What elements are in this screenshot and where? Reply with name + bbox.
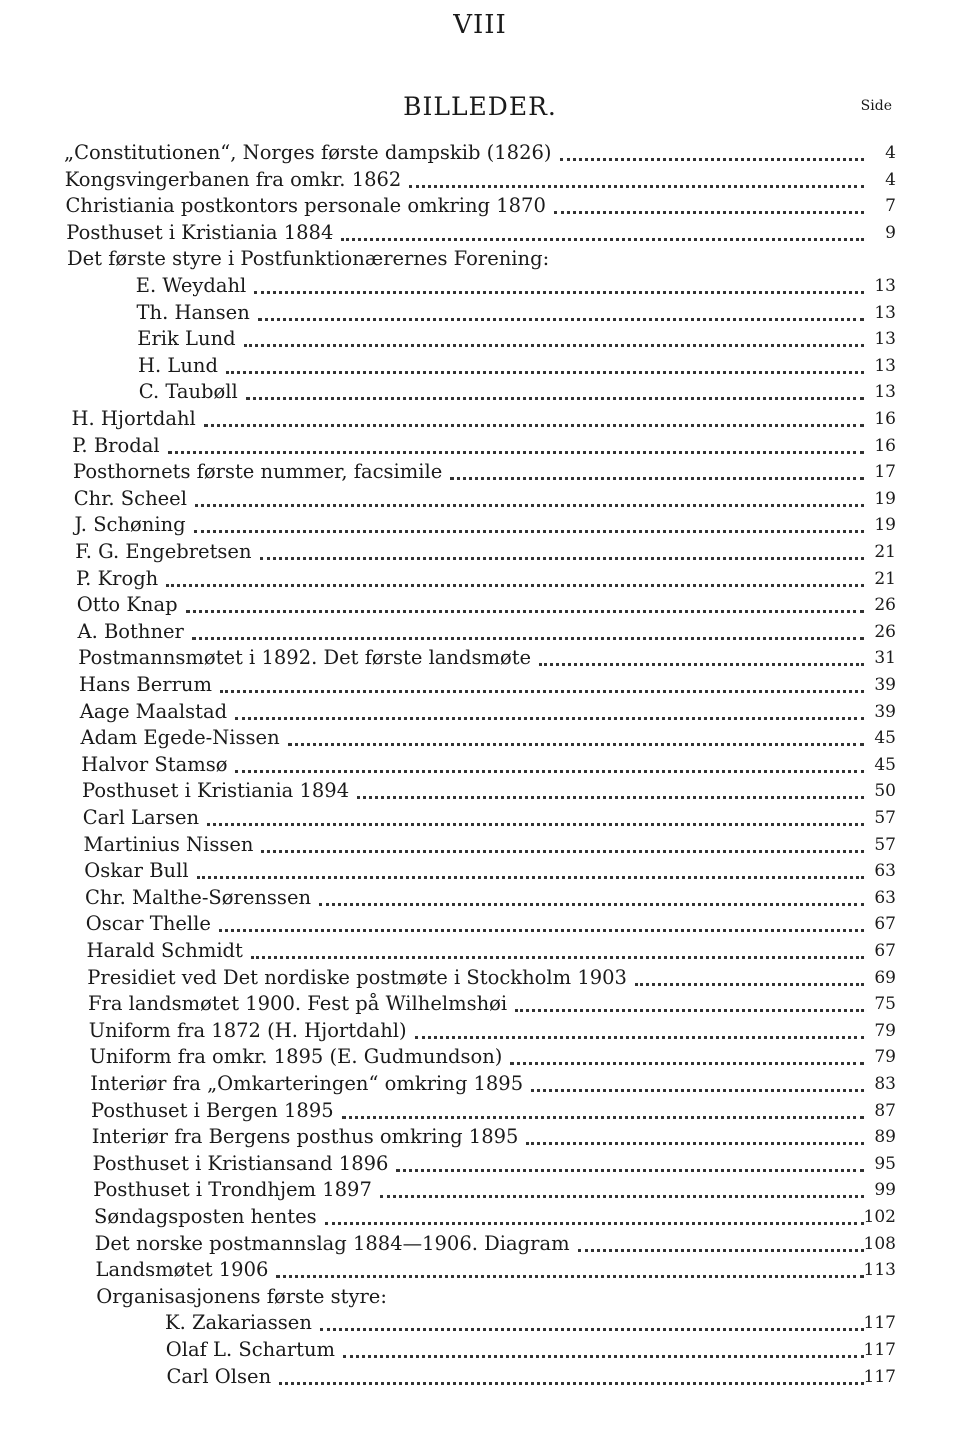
- leader-dots: [319, 889, 864, 906]
- leader-dots: [342, 1102, 864, 1119]
- toc-entry: [0, 832, 960, 858]
- toc-entry-label: Søndagsposten hentes: [94, 1205, 317, 1228]
- leader-dots: [197, 862, 864, 879]
- toc-entry-label: Otto Knap: [76, 593, 178, 617]
- toc-entry-page: 19: [874, 515, 896, 536]
- leader-dots: [219, 915, 864, 932]
- toc-entry-label: H. Lund: [138, 353, 218, 377]
- page-column-header: Side: [860, 98, 892, 114]
- toc-entry-label: A. Bothner: [77, 619, 184, 643]
- toc-entry-page: 63: [874, 861, 896, 882]
- toc-entry-page: 79: [874, 1020, 896, 1041]
- toc-entry: [0, 1284, 960, 1310]
- leader-dots: [578, 1235, 864, 1252]
- toc-entry: [0, 1231, 960, 1257]
- toc-entry-label: P. Brodal: [72, 433, 160, 457]
- toc-entry: [0, 619, 960, 645]
- toc-entry: [0, 778, 960, 804]
- toc-entry: [0, 379, 960, 405]
- leader-dots: [261, 836, 864, 853]
- toc-entry-page: 4: [885, 143, 896, 163]
- toc-entry: [0, 566, 960, 592]
- page-number: VIII: [453, 10, 507, 40]
- toc-entry: [0, 1257, 960, 1283]
- toc-entry-page: 16: [874, 409, 896, 429]
- leader-dots: [320, 1314, 864, 1331]
- toc-entry-page: 39: [874, 675, 896, 695]
- toc-entry-label: Th. Hansen: [136, 300, 250, 324]
- toc-entry: [0, 1071, 960, 1097]
- leader-dots: [254, 277, 864, 294]
- toc-entry-page: 83: [874, 1074, 896, 1094]
- toc-entry-page: 57: [874, 834, 896, 855]
- leader-dots: [235, 756, 864, 773]
- leader-dots: [166, 570, 864, 587]
- toc-entry: [0, 1098, 960, 1124]
- toc-entry-page: 89: [874, 1127, 896, 1148]
- leader-dots: [244, 330, 864, 347]
- toc-entry-label: Hans Berrum: [79, 673, 212, 696]
- toc-entry: [0, 326, 960, 352]
- toc-entry: [0, 1204, 960, 1230]
- leader-dots: [343, 1341, 864, 1358]
- toc-entry: [0, 1151, 960, 1177]
- leader-dots: [194, 516, 864, 533]
- leader-dots: [251, 942, 864, 959]
- toc-entry: [0, 406, 960, 432]
- leader-dots: [276, 1261, 864, 1278]
- toc-entry-page: 39: [874, 701, 896, 722]
- toc-entry-page: 102: [863, 1207, 896, 1227]
- toc-entry-page: 45: [874, 728, 896, 749]
- toc-entry-page: 113: [863, 1260, 896, 1281]
- toc-entry-page: 75: [874, 994, 896, 1015]
- toc-entry-label: Interiør fra Bergens posthus omkring 1895: [91, 1125, 519, 1149]
- toc-entry-page: 95: [874, 1153, 896, 1174]
- toc-entry-label: Aage Maalstad: [79, 699, 228, 723]
- toc-entry-label: Martinius Nissen: [83, 832, 254, 856]
- toc-entry-page: 31: [874, 648, 896, 669]
- leader-dots: [560, 144, 864, 161]
- toc-entry: [0, 725, 960, 751]
- leader-dots: [380, 1181, 864, 1198]
- toc-entry: [0, 167, 960, 193]
- leader-dots: [515, 995, 864, 1012]
- toc-entry-label: Det norske postmannslag 1884—1906. Diagram: [94, 1231, 570, 1255]
- leader-dots: [510, 1048, 864, 1065]
- toc-entry-page: 19: [874, 488, 896, 509]
- toc-entry: [0, 938, 960, 964]
- toc-entry-label: Christiania postkontors personale omkring 1870: [65, 194, 546, 218]
- leader-dots: [192, 623, 864, 640]
- leader-dots: [409, 171, 864, 188]
- toc-entry-label: F. G. Engebretsen: [75, 540, 252, 563]
- toc-entry-label: Uniform fra 1872 (H. Hjortdahl): [88, 1018, 407, 1042]
- toc-entry-label: Posthuset i Trondhjem 1897: [93, 1178, 372, 1202]
- toc-entry-label: Uniform fra omkr. 1895 (E. Gudmundson): [89, 1045, 503, 1069]
- toc-entry-label: Organisasjonens første styre:: [96, 1284, 387, 1308]
- toc-entry-page: 13: [874, 382, 896, 403]
- leader-dots: [539, 649, 864, 666]
- toc-entry-page: 79: [874, 1047, 896, 1068]
- toc-entry: [0, 699, 960, 725]
- toc-entry-page: 13: [874, 276, 896, 296]
- leader-dots: [288, 729, 864, 746]
- toc-entry: [0, 1044, 960, 1070]
- toc-entry-page: 26: [874, 621, 896, 642]
- leader-dots: [279, 1368, 864, 1385]
- toc-entry-page: 117: [863, 1366, 896, 1387]
- toc-entry-page: 7: [885, 196, 896, 217]
- leader-dots: [526, 1128, 864, 1145]
- toc-entry-label: Det første styre i Postfunktionærernes Forening:: [67, 247, 550, 271]
- toc-entry: [0, 539, 960, 565]
- toc-entry-page: 4: [885, 169, 896, 190]
- leader-dots: [220, 676, 864, 693]
- toc-entry-label: C. Taubøll: [138, 380, 238, 404]
- section-heading: BILLEDER.: [403, 92, 557, 121]
- toc-entry-page: 21: [874, 542, 896, 562]
- toc-entry-label: Chr. Malthe-Sørenssen: [85, 885, 312, 909]
- leader-dots: [325, 1208, 864, 1225]
- toc-entry: [0, 1018, 960, 1044]
- toc-entry-page: 57: [874, 808, 896, 828]
- toc-entry-label: Kongsvingerbanen fra omkr. 1862: [64, 167, 402, 191]
- toc-entry-label: Oskar Bull: [84, 859, 189, 883]
- toc-entry-label: E. Weydahl: [135, 274, 247, 297]
- toc-entry-label: Posthornets første nummer, facsimile: [73, 460, 443, 484]
- leader-dots: [246, 383, 864, 400]
- toc-entry-page: 9: [885, 222, 896, 243]
- toc-entry-page: 16: [874, 435, 896, 456]
- toc-entry-label: „Constitutionen“, Norges første dampskib (1826): [64, 141, 552, 164]
- toc-entry-label: Posthuset i Kristiania 1884: [66, 220, 334, 244]
- toc-entry-page: 21: [874, 568, 896, 589]
- toc-entry-label: Harald Schmidt: [86, 939, 243, 962]
- toc-entry: [0, 1124, 960, 1150]
- toc-entry-label: Carl Larsen: [82, 806, 200, 829]
- toc-entry-label: Chr. Scheel: [73, 486, 187, 510]
- toc-entry-label: Posthuset i Kristiania 1894: [82, 779, 350, 803]
- toc-entry: [0, 193, 960, 219]
- leader-dots: [450, 463, 864, 480]
- toc-entry-label: Fra landsmøtet 1900. Fest på Wilhelmshøi: [88, 992, 508, 1016]
- toc-entry-label: K. Zakariassen: [165, 1311, 312, 1335]
- toc-entry-label: Interiør fra „Omkarteringen“ omkring 1895: [90, 1072, 524, 1095]
- toc-entry-label: Oscar Thelle: [85, 912, 211, 936]
- leader-dots: [204, 410, 864, 427]
- toc-entry-label: Posthuset i Bergen 1895: [91, 1098, 334, 1122]
- toc-entry: [0, 1177, 960, 1203]
- toc-entry-page: 117: [863, 1340, 896, 1360]
- toc-entry: [0, 486, 960, 512]
- leader-dots: [168, 437, 864, 454]
- leader-dots: [531, 1075, 864, 1092]
- toc-entry: [0, 1337, 960, 1363]
- toc-entry: [0, 805, 960, 831]
- toc-entry-page: 50: [874, 781, 896, 802]
- toc-entry-label: Postmannsmøtet i 1892. Det første landsmøte: [78, 646, 532, 670]
- toc-entry-page: 69: [874, 967, 896, 988]
- leader-dots: [341, 224, 864, 241]
- toc-entry: [0, 246, 960, 272]
- leader-dots: [635, 969, 864, 986]
- toc-entry: [0, 353, 960, 379]
- toc-entry: [0, 645, 960, 671]
- leader-dots: [260, 543, 864, 560]
- toc-entry-label: Landsmøtet 1906: [95, 1258, 269, 1282]
- toc-entry-page: 17: [874, 462, 896, 483]
- leader-dots: [357, 782, 864, 799]
- toc-entry-label: Olaf L. Schartum: [165, 1338, 336, 1361]
- toc-entry: [0, 858, 960, 884]
- toc-entry-label: Erik Lund: [137, 327, 236, 351]
- toc-entry-page: 13: [874, 329, 896, 350]
- toc-entry: [0, 592, 960, 618]
- toc-entry-label: Adam Egede-Nissen: [80, 726, 280, 750]
- toc-entry: [0, 459, 960, 485]
- toc-entry: [0, 300, 960, 326]
- leader-dots: [258, 304, 864, 321]
- toc-entry-page: 26: [874, 595, 896, 616]
- leader-dots: [415, 1022, 864, 1039]
- toc-entry: [0, 433, 960, 459]
- toc-entry-label: Presidiet ved Det nordiske postmøte i Stockholm 1903: [87, 965, 627, 989]
- toc-entry-page: 87: [874, 1100, 896, 1121]
- toc-entry: [0, 991, 960, 1017]
- toc-entry: [0, 885, 960, 911]
- toc-entry: [0, 273, 960, 299]
- toc-entry: [0, 965, 960, 991]
- toc-entry-page: 13: [874, 302, 896, 323]
- toc-entry-label: Halvor Stamsø: [81, 752, 228, 776]
- toc-entry: [0, 512, 960, 538]
- toc-entry-page: 108: [863, 1233, 896, 1254]
- leader-dots: [235, 703, 864, 720]
- leader-dots: [554, 197, 864, 214]
- leader-dots: [207, 809, 864, 826]
- toc-entry-page: 63: [874, 887, 896, 908]
- toc-entry-label: J. Schøning: [74, 513, 186, 537]
- toc-entry: [0, 672, 960, 698]
- toc-entry-page: 117: [863, 1313, 896, 1334]
- toc-entry: [0, 140, 960, 166]
- toc-entry: [0, 220, 960, 246]
- leader-dots: [226, 357, 864, 374]
- toc-entry-page: 99: [874, 1180, 896, 1201]
- leader-dots: [195, 490, 864, 507]
- toc-entry-page: 67: [874, 914, 896, 935]
- toc-entry: [0, 752, 960, 778]
- toc-entry: [0, 1364, 960, 1390]
- toc-entry-page: 67: [874, 941, 896, 961]
- leader-dots: [186, 596, 864, 613]
- toc-entry-label: Posthuset i Kristiansand 1896: [92, 1151, 389, 1175]
- toc-entry-page: 45: [874, 754, 896, 775]
- toc-entry: [0, 911, 960, 937]
- toc-entry-label: H. Hjortdahl: [71, 407, 196, 430]
- toc-entry: [0, 1310, 960, 1336]
- toc-entry-page: 13: [874, 355, 896, 376]
- leader-dots: [396, 1155, 864, 1172]
- toc-entry-label: Carl Olsen: [166, 1364, 272, 1388]
- toc-entry-label: P. Krogh: [76, 566, 159, 590]
